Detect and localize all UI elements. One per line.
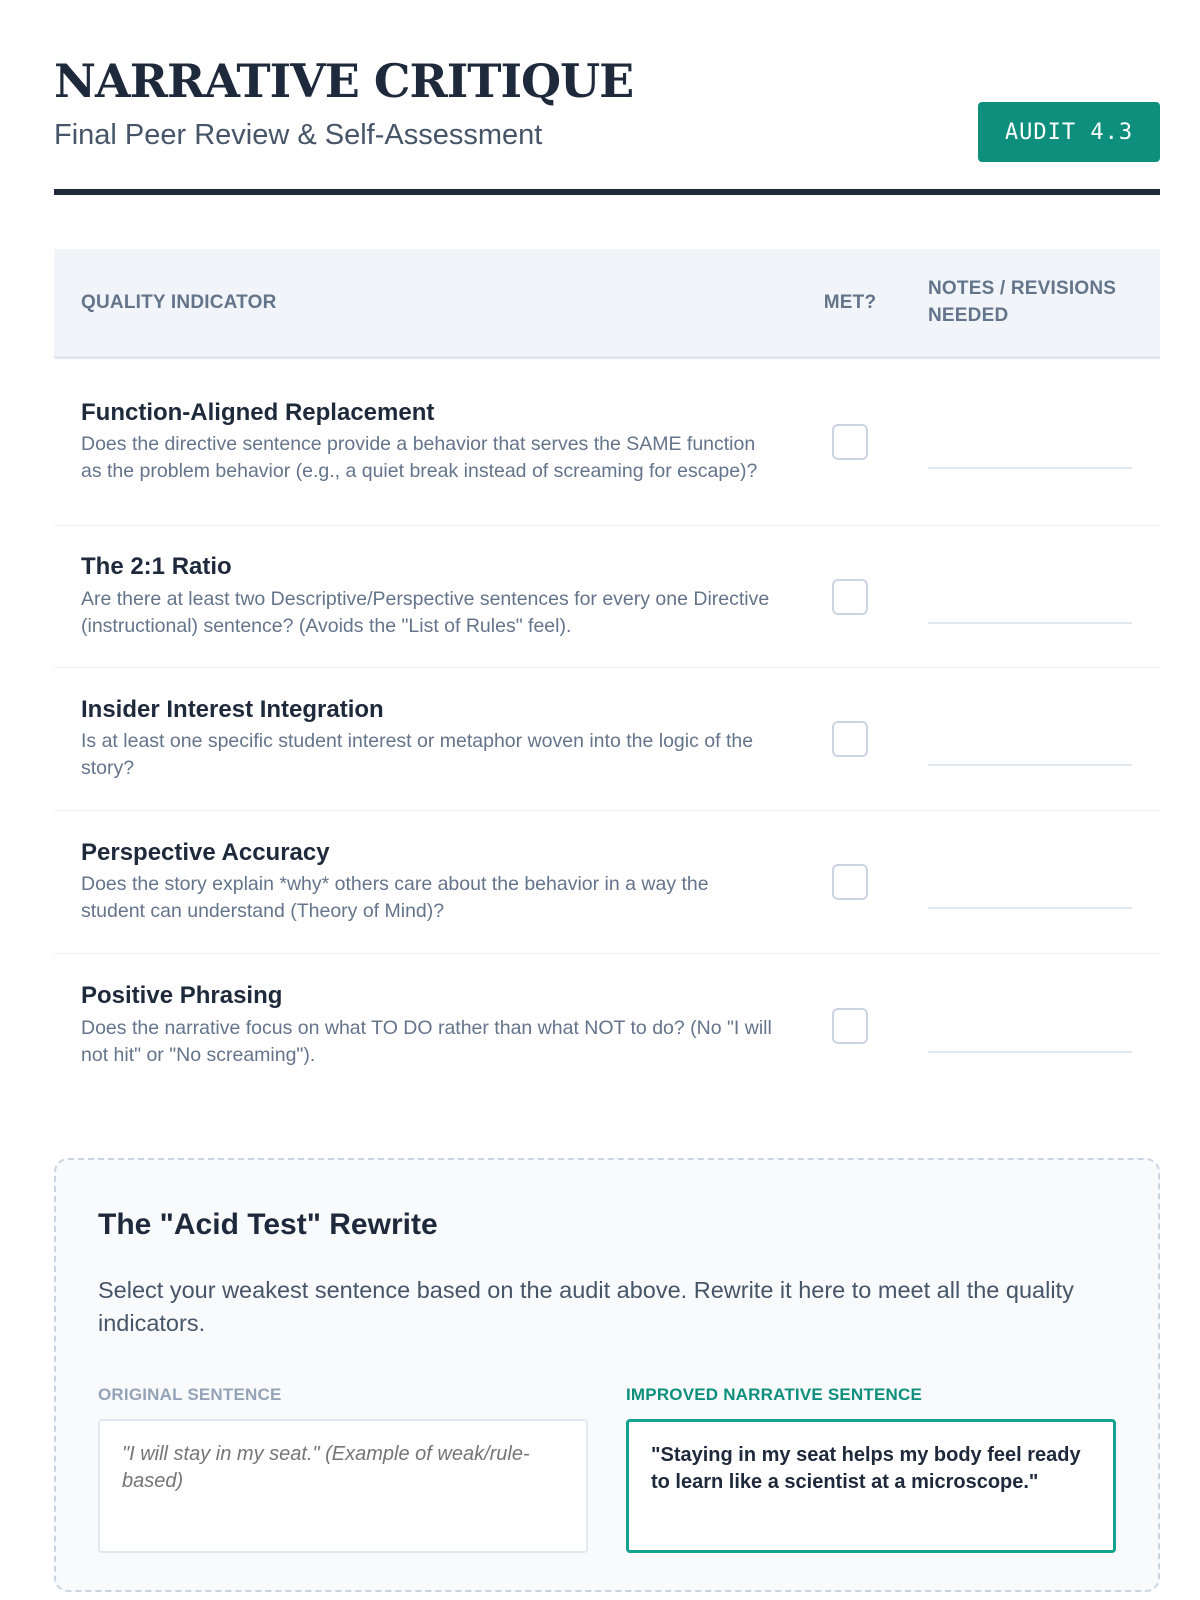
indicator-title: Perspective Accuracy [81,838,330,866]
notes-input[interactable] [928,1025,1132,1053]
original-sentence-input[interactable] [98,1419,588,1553]
met-cell [786,579,914,615]
notes-input[interactable] [928,441,1132,469]
indicator-cell [54,399,786,486]
original-sentence-label: ORIGINAL SENTENCE [98,1385,282,1404]
table-row [54,668,1160,811]
indicator-description: Are there at least two Descriptive/Perspective sentences for every one Directive (instructional) sentence? (Avoids the "List of Rules" feel). [81,587,770,637]
indicator-description: Does the directive sentence provide a behavior that serves the SAME function as the problem behavior (e.g., a quiet break instead of screaming for escape)? [81,433,758,483]
page-subtitle: Final Peer Review & Self-Assessment [54,119,543,151]
rewrite-title: The "Acid Test" Rewrite [98,1208,438,1241]
met-checkbox[interactable] [832,579,868,615]
quality-table [54,249,1160,1097]
table-row [54,359,1160,526]
indicator-cell [54,982,786,1069]
improved-sentence-input[interactable] [626,1419,1116,1553]
notes-cell [914,999,1160,1053]
table-header [54,249,1160,359]
indicator-description: Is at least one specific student interest or metaphor woven into the logic of the story? [81,730,754,780]
notes-cell [914,712,1160,766]
improved-sentence-label: IMPROVED NARRATIVE SENTENCE [626,1385,923,1404]
indicator-title: Function-Aligned Replacement [81,398,435,426]
table-row [54,954,1160,1097]
notes-input[interactable] [928,596,1132,624]
met-cell [786,721,914,757]
page-title: NARRATIVE CRITIQUE [54,54,634,108]
met-checkbox[interactable] [832,864,868,900]
column-header-met: MET? [823,291,877,313]
indicator-cell [54,696,786,783]
indicator-description: Does the story explain *why* others care about the behavior in a way the student can understand (Theory of Mind)? [81,873,709,923]
met-cell [786,1008,914,1044]
met-checkbox[interactable] [832,424,868,460]
met-checkbox[interactable] [832,721,868,757]
acid-test-rewrite-panel [54,1158,1160,1592]
met-cell [786,864,914,900]
met-checkbox[interactable] [832,1008,868,1044]
notes-cell [914,855,1160,909]
notes-cell [914,570,1160,624]
table-row [54,526,1160,668]
indicator-cell [54,839,786,926]
audit-badge: AUDIT 4.3 [978,102,1160,162]
notes-input[interactable] [928,738,1132,766]
column-header-indicator: QUALITY INDICATOR [81,291,277,313]
indicator-title: Insider Interest Integration [81,695,384,723]
column-header-notes: NOTES / REVISIONS NEEDED [928,277,1117,326]
rewrite-instructions: Select your weakest sentence based on the audit above. Rewrite it here to meet all the quality indicators. [98,1277,1074,1337]
table-row [54,811,1160,954]
indicator-title: Positive Phrasing [81,982,283,1010]
notes-input[interactable] [928,881,1132,909]
page [54,0,1160,1404]
indicator-cell [54,553,786,640]
indicator-description: Does the narrative focus on what TO DO rather than what NOT to do? (No "I will not hit" or "No screaming"). [81,1016,772,1066]
page-header [54,0,1160,195]
met-cell [786,424,914,460]
indicator-title: The 2:1 Ratio [81,553,232,581]
notes-cell [914,415,1160,469]
